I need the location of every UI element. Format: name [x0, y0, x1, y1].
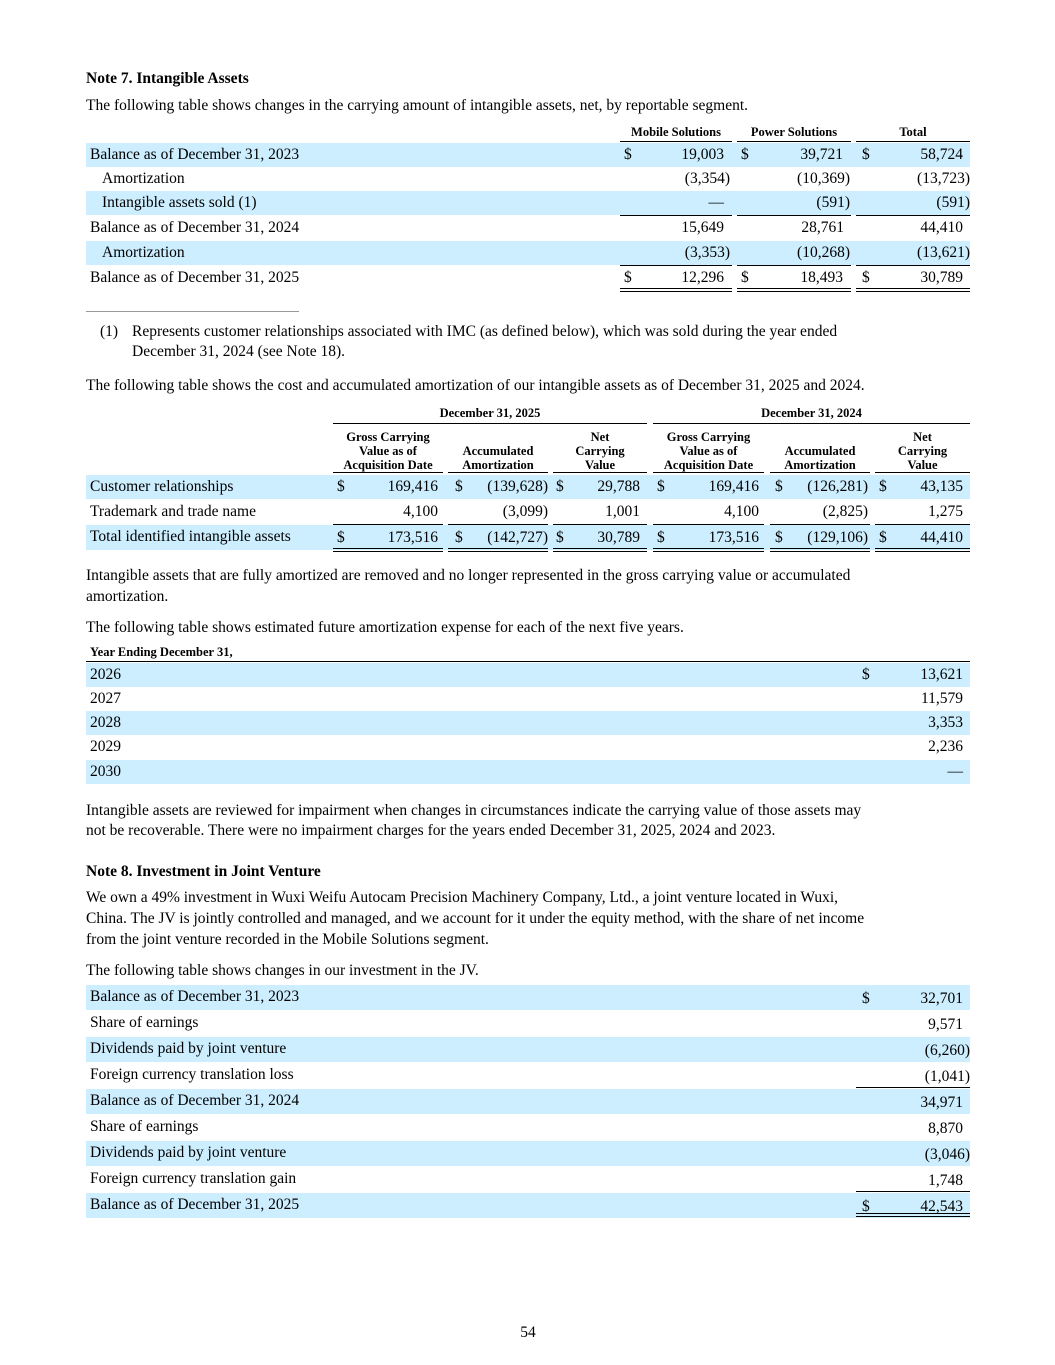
table-row — [86, 143, 970, 167]
header-line: Carrying — [897, 444, 948, 458]
table-row — [86, 760, 970, 784]
dollar-sign: $ — [879, 529, 887, 546]
footnote-text-line2: December 31, 2024 (see Note 18). — [132, 343, 346, 360]
dollar-sign: $ — [862, 146, 870, 163]
row-label: Amortization — [102, 170, 185, 187]
table-row — [86, 500, 970, 524]
header-line: Net — [913, 430, 932, 444]
dollar-sign: $ — [741, 146, 749, 163]
cell-net-2024: 1,275 — [928, 503, 963, 520]
cell-amount: 32,701 — [920, 990, 963, 1007]
row-label: Dividends paid by joint venture — [90, 1040, 287, 1057]
dollar-sign: $ — [862, 1198, 870, 1215]
impairment-paragraph-line1: Intangible assets are reviewed for impairment when changes in circumstances indicate the carrying value of those assets may — [86, 802, 862, 819]
header-line: Value — [584, 458, 616, 472]
row-label: Intangible assets sold (1) — [102, 194, 257, 211]
footnote-number: (1) — [100, 323, 119, 340]
future-amortization-intro: The following table shows estimated future amortization expense for each of the next five years. — [86, 619, 684, 636]
cell-total: 44,410 — [920, 219, 963, 236]
row-label: Foreign currency translation gain — [90, 1170, 297, 1187]
cell-amount: 11,579 — [920, 690, 963, 707]
cell-net-2025: 29,788 — [597, 478, 640, 495]
cell-accum-2024: (126,281) — [807, 478, 868, 495]
dollar-sign: $ — [624, 269, 632, 286]
table-row — [86, 1063, 970, 1088]
header-net-carrying-2025 — [553, 430, 647, 472]
dollar-sign: $ — [775, 478, 783, 495]
table-row — [86, 1011, 970, 1036]
dollar-sign: $ — [775, 529, 783, 546]
cell-total: 30,789 — [920, 269, 963, 286]
cell-year: 2026 — [90, 666, 121, 683]
table-row — [86, 985, 970, 1010]
cell-amount: 9,571 — [928, 1016, 963, 1033]
cell-amount: 34,971 — [920, 1094, 963, 1111]
table-row — [86, 191, 970, 215]
cell-accum-2024: (2,825) — [822, 503, 868, 520]
cell-mobile: (3,354) — [684, 170, 730, 187]
cell-gross-2024: 169,416 — [708, 478, 759, 495]
header-line: Gross Carrying — [346, 430, 430, 444]
cell-total: (13,621) — [917, 244, 970, 261]
cell-year: 2027 — [90, 690, 121, 707]
footnote-text-line1: Represents customer relationships associated with IMC (as defined below), which was sold during the year ended — [132, 323, 838, 340]
cell-power: 28,761 — [801, 219, 844, 236]
header-line: Amortization — [462, 458, 534, 472]
table-row — [86, 1141, 970, 1166]
header-gross-carrying-2024 — [653, 430, 764, 472]
header-net-carrying-2024 — [875, 430, 970, 472]
dollar-sign: $ — [879, 478, 887, 495]
cell-year: 2029 — [90, 738, 121, 755]
cell-gross-2024: 173,516 — [708, 529, 759, 546]
cell-accum-2025: (139,628) — [487, 478, 548, 495]
header-line: Accumulated — [462, 444, 534, 458]
dollar-sign: $ — [337, 529, 345, 546]
group-header-2025: December 31, 2025 — [439, 406, 541, 420]
row-label: Customer relationships — [90, 478, 234, 495]
cell-mobile: 19,003 — [681, 146, 724, 163]
cell-total: (13,723) — [917, 170, 970, 187]
amortized-paragraph-line2: amortization. — [86, 588, 169, 605]
cell-amount: — — [947, 763, 963, 780]
cell-accum-2025: (142,727) — [487, 529, 548, 546]
table-row — [86, 167, 970, 191]
header-line: Carrying — [575, 444, 625, 458]
cell-amount: 42,543 — [920, 1198, 963, 1215]
table-row — [86, 663, 970, 687]
cell-amount: 2,236 — [928, 738, 963, 755]
cell-net-2025: 1,001 — [605, 503, 640, 520]
page-number: 54 — [520, 1324, 536, 1341]
cell-total: 58,724 — [920, 146, 963, 163]
row-label: Share of earnings — [90, 1118, 199, 1135]
cell-gross-2025: 169,416 — [387, 478, 438, 495]
cell-amount: 3,353 — [928, 714, 963, 731]
cell-year: 2030 — [90, 763, 121, 780]
cell-total: (591) — [936, 194, 970, 211]
cell-power: (10,369) — [797, 170, 850, 187]
header-line: Net — [590, 430, 610, 444]
note7-title: Note 7. Intangible Assets — [86, 70, 249, 87]
cell-net-2024: 43,135 — [920, 478, 963, 495]
cell-year: 2028 — [90, 714, 121, 731]
cost-table-intro: The following table shows the cost and accumulated amortization of our intangible assets as of December 31, 2025 and 2024. — [86, 377, 865, 394]
row-label: Trademark and trade name — [90, 503, 256, 520]
dollar-sign: $ — [741, 269, 749, 286]
header-power-solutions: Power Solutions — [750, 125, 838, 139]
row-label: Balance as of December 31, 2023 — [90, 988, 300, 1005]
row-label: Share of earnings — [90, 1014, 199, 1031]
table-row — [86, 475, 970, 499]
cell-amount: 13,621 — [920, 666, 963, 683]
cell-accum-2024: (129,106) — [807, 529, 868, 546]
header-line: Amortization — [784, 458, 856, 472]
header-line: Value — [907, 458, 938, 472]
header-line: Gross Carrying — [666, 430, 751, 444]
header-year-ending: Year Ending December 31, — [90, 645, 233, 659]
dollar-sign: $ — [862, 269, 870, 286]
cell-accum-2025: (3,099) — [502, 503, 548, 520]
row-label: Total identified intangible assets — [90, 528, 291, 545]
cell-power: 39,721 — [800, 146, 843, 163]
table-row — [86, 216, 970, 240]
header-line: Value as of — [359, 444, 417, 458]
table-row — [86, 1115, 970, 1140]
note8-paragraph-line1: We own a 49% investment in Wuxi Weifu Autocam Precision Machinery Company, Ltd., a joint venture located in Wuxi, — [86, 889, 839, 906]
cell-gross-2024: 4,100 — [724, 503, 759, 520]
table-row — [86, 1167, 970, 1192]
cell-power: (591) — [816, 194, 850, 211]
cell-net-2025: 30,789 — [597, 529, 640, 546]
table-row — [86, 1037, 970, 1062]
footnote-separator — [86, 311, 299, 312]
row-label: Balance as of December 31, 2025 — [90, 1196, 300, 1213]
dollar-sign: $ — [556, 478, 564, 495]
dollar-sign: $ — [657, 529, 665, 546]
row-label: Dividends paid by joint venture — [90, 1144, 287, 1161]
table-row — [86, 687, 970, 711]
cell-mobile: 12,296 — [681, 269, 724, 286]
row-label: Balance as of December 31, 2023 — [90, 146, 300, 163]
cell-amount: 1,748 — [928, 1172, 963, 1189]
header-line: Acquisition Date — [663, 458, 754, 472]
table-row — [86, 711, 970, 735]
dollar-sign: $ — [862, 666, 870, 683]
dollar-sign: $ — [556, 529, 564, 546]
cell-amount: (3,046) — [924, 1146, 970, 1163]
dollar-sign: $ — [624, 146, 632, 163]
header-line: Accumulated — [784, 444, 856, 458]
row-label: Foreign currency translation loss — [90, 1066, 294, 1083]
dollar-sign: $ — [455, 478, 463, 495]
table-row — [86, 525, 970, 550]
impairment-paragraph-line2: not be recoverable. There were no impairment charges for the years ended December 31, 2025, 2024 and 2023. — [86, 822, 776, 839]
header-accumulated-2024 — [770, 444, 870, 472]
header-accumulated-2025 — [448, 444, 548, 472]
header-mobile-solutions: Mobile Solutions — [631, 125, 721, 139]
row-label: Balance as of December 31, 2024 — [90, 1092, 300, 1109]
header-gross-carrying-2025 — [333, 430, 443, 472]
table-row — [86, 1193, 970, 1218]
cell-amount: (1,041) — [924, 1068, 970, 1085]
table-row — [86, 735, 970, 759]
table-row — [86, 1089, 970, 1114]
row-label: Balance as of December 31, 2025 — [90, 269, 300, 286]
row-label: Amortization — [102, 244, 185, 261]
row-label: Balance as of December 31, 2024 — [90, 219, 300, 236]
group-header-2024: December 31, 2024 — [761, 406, 862, 420]
note8-paragraph-line3: from the joint venture recorded in the Mobile Solutions segment. — [86, 931, 489, 948]
table-row — [86, 266, 970, 290]
jv-table-intro: The following table shows changes in our investment in the JV. — [86, 962, 479, 979]
amortized-paragraph-line1: Intangible assets that are fully amortized are removed and no longer represented in the gross carrying value or accumulated — [86, 567, 851, 584]
dollar-sign: $ — [337, 478, 345, 495]
note8-title: Note 8. Investment in Joint Venture — [86, 863, 321, 880]
cell-gross-2025: 4,100 — [403, 503, 438, 520]
note7-intro: The following table shows changes in the carrying amount of intangible assets, net, by reportable segment. — [86, 97, 749, 114]
cell-power: 18,493 — [800, 269, 843, 286]
cell-net-2024: 44,410 — [920, 529, 963, 546]
cell-amount: (6,260) — [924, 1042, 970, 1059]
header-line: Acquisition Date — [343, 458, 433, 472]
dollar-sign: $ — [455, 529, 463, 546]
note8-paragraph-line2: China. The JV is jointly controlled and managed, and we account for it under the equity method, with the share of net income — [86, 910, 865, 927]
table-row — [86, 241, 970, 265]
cell-power: (10,268) — [797, 244, 850, 261]
header-total: Total — [899, 125, 927, 139]
dollar-sign: $ — [657, 478, 665, 495]
cell-mobile: 15,649 — [681, 219, 724, 236]
cell-mobile: — — [708, 194, 724, 211]
cell-mobile: (3,353) — [684, 244, 730, 261]
cell-gross-2025: 173,516 — [387, 529, 438, 546]
cell-amount: 8,870 — [928, 1120, 963, 1137]
dollar-sign: $ — [862, 990, 870, 1007]
header-line: Value as of — [679, 444, 738, 458]
